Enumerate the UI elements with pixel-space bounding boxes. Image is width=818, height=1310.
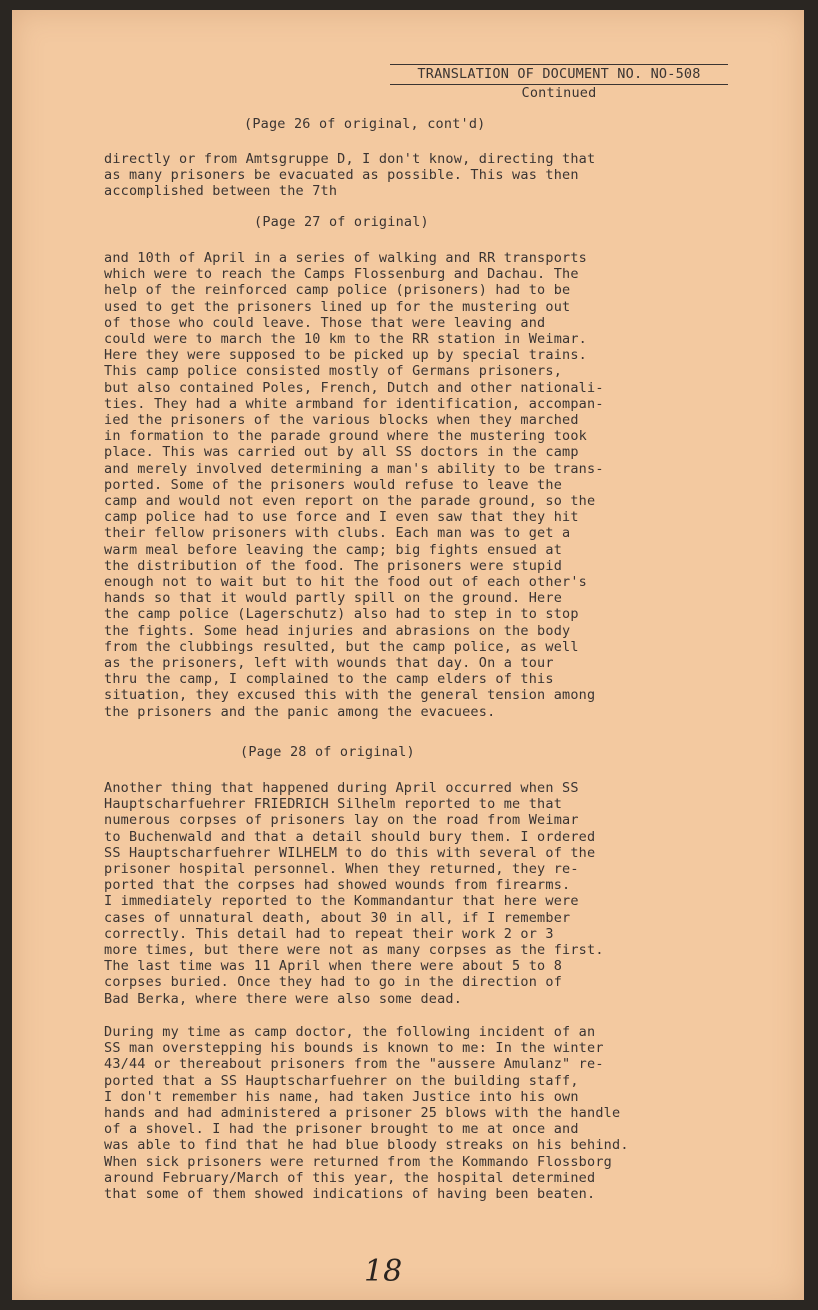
text-line: situation, they excused this with the general tension among <box>104 687 596 704</box>
text-line: Bad Berka, where there were also some dead. <box>104 990 463 1007</box>
text-line: to Buchenwald and that a detail should bury them. I ordered <box>104 828 596 845</box>
text-line: warm meal before leaving the camp; big fights ensued at <box>104 541 563 558</box>
text-line: more times, but there were not as many corpses as the first. <box>104 942 604 959</box>
text-line: and 10th of April in a series of walking and RR transports <box>104 250 588 266</box>
text-line: ported. Some of the prisoners would refuse to leave the <box>104 476 563 493</box>
text-line: camp police had to use force and I even saw that they hit <box>104 509 579 526</box>
text-line: ties. They had a white armband for identification, accompan- <box>104 395 604 412</box>
text-line: used to get the prisoners lined up for the mustering out <box>104 298 571 315</box>
text-line: This camp police consisted mostly of Germans prisoners, <box>104 363 563 380</box>
text-line: around February/March of this year, the hospital determined <box>104 1169 596 1186</box>
text-line: ported that a SS Hauptscharfuehrer on the building staff, <box>104 1072 579 1089</box>
text-line: hands and had administered a prisoner 25 blows with the handle <box>104 1105 621 1122</box>
text-line: corpses buried. Once they had to go in the direction of <box>104 974 563 991</box>
text-line: hands so that it would partly spill on the ground. Here <box>104 590 563 607</box>
document-title: TRANSLATION OF DOCUMENT NO. NO-508 <box>390 64 728 85</box>
text-line: of a shovel. I had the prisoner brought to me at once and <box>104 1121 579 1138</box>
text-line: the prisoners and the panic among the evacuees. <box>104 703 496 720</box>
text-line: that some of them showed indications of having been beaten. <box>104 1186 596 1203</box>
text-line: in formation to the parade ground where the mustering took <box>104 428 588 445</box>
text-line: their fellow prisoners with clubs. Each man was to get a <box>104 525 571 542</box>
paragraph-2 <box>104 250 724 720</box>
text-line: During my time as camp doctor, the following incident of an <box>104 1024 596 1040</box>
text-line: numerous corpses of prisoners lay on the road from Weimar <box>104 812 579 829</box>
text-line: SS Hauptscharfuehrer WILHELM to do this with several of the <box>104 844 596 861</box>
text-line: ied the prisoners of the various blocks when they marched <box>104 412 579 429</box>
document-subtitle: Continued <box>521 85 597 101</box>
page-note-28: (Page 28 of original) <box>240 744 415 760</box>
text-line: When sick prisoners were returned from the Kommando Flossborg <box>104 1153 612 1170</box>
text-line: accomplished between the 7th <box>104 183 338 200</box>
text-line: and merely involved determining a man's ability to be trans- <box>104 460 604 477</box>
text-line: Another thing that happened during April occurred when SS <box>104 780 579 796</box>
document-header <box>390 64 728 102</box>
text-line: Here they were supposed to be picked up by special trains. <box>104 347 588 364</box>
text-line: I immediately reported to the Kommandantur that here were <box>104 893 579 910</box>
text-line: camp and would not even report on the parade ground, so the <box>104 493 596 510</box>
page-note-26: (Page 26 of original, cont'd) <box>244 116 486 132</box>
text-line: prisoner hospital personnel. When they returned, they re- <box>104 861 579 878</box>
handwritten-page-number: 18 <box>364 1254 403 1289</box>
text-line: place. This was carried out by all SS doctors in the camp <box>104 444 579 461</box>
text-line: I don't remember his name, had taken Justice into his own <box>104 1088 579 1105</box>
text-line: SS man overstepping his bounds is known to me: In the winter <box>104 1040 604 1057</box>
text-line: 43/44 or thereabout prisoners from the "aussere Amulanz" re- <box>104 1056 604 1073</box>
paragraph-1 <box>104 151 724 200</box>
text-line: cases of unnatural death, about 30 in all, if I remember <box>104 909 571 926</box>
text-line: enough not to wait but to hit the food out of each other's <box>104 574 588 591</box>
text-line: thru the camp, I complained to the camp elders of this <box>104 671 554 688</box>
text-line: ported that the corpses had showed wounds from firearms. <box>104 877 571 894</box>
document-page <box>12 10 804 1300</box>
text-line: but also contained Poles, French, Dutch and other nationali- <box>104 379 604 396</box>
text-line: correctly. This detail had to repeat their work 2 or 3 <box>104 925 554 942</box>
text-line: as the prisoners, left with wounds that day. On a tour <box>104 655 554 672</box>
text-line: as many prisoners be evacuated as possible. This was then <box>104 167 579 184</box>
text-line: was able to find that he had blue bloody streaks on his behind. <box>104 1137 629 1154</box>
text-line: of those who could leave. Those that were leaving and <box>104 314 546 331</box>
page-note-27: (Page 27 of original) <box>254 214 429 230</box>
paragraph-4 <box>104 1024 724 1202</box>
text-line: the camp police (Lagerschutz) also had to step in to stop <box>104 606 579 623</box>
text-line: the fights. Some head injuries and abrasions on the body <box>104 622 571 639</box>
text-line: the distribution of the food. The prisoners were stupid <box>104 557 563 574</box>
text-line: from the clubbings resulted, but the camp police, as well <box>104 638 579 655</box>
text-line: Hauptscharfuehrer FRIEDRICH Silhelm reported to me that <box>104 796 563 813</box>
text-line: directly or from Amtsgruppe D, I don't know, directing that <box>104 151 596 167</box>
text-line: help of the reinforced camp police (prisoners) had to be <box>104 282 571 299</box>
paragraph-3 <box>104 780 724 1007</box>
text-line: could were to march the 10 km to the RR station in Weimar. <box>104 331 588 348</box>
text-line: The last time was 11 April when there were about 5 to 8 <box>104 958 563 975</box>
text-line: which were to reach the Camps Flossenburg and Dachau. The <box>104 266 579 283</box>
